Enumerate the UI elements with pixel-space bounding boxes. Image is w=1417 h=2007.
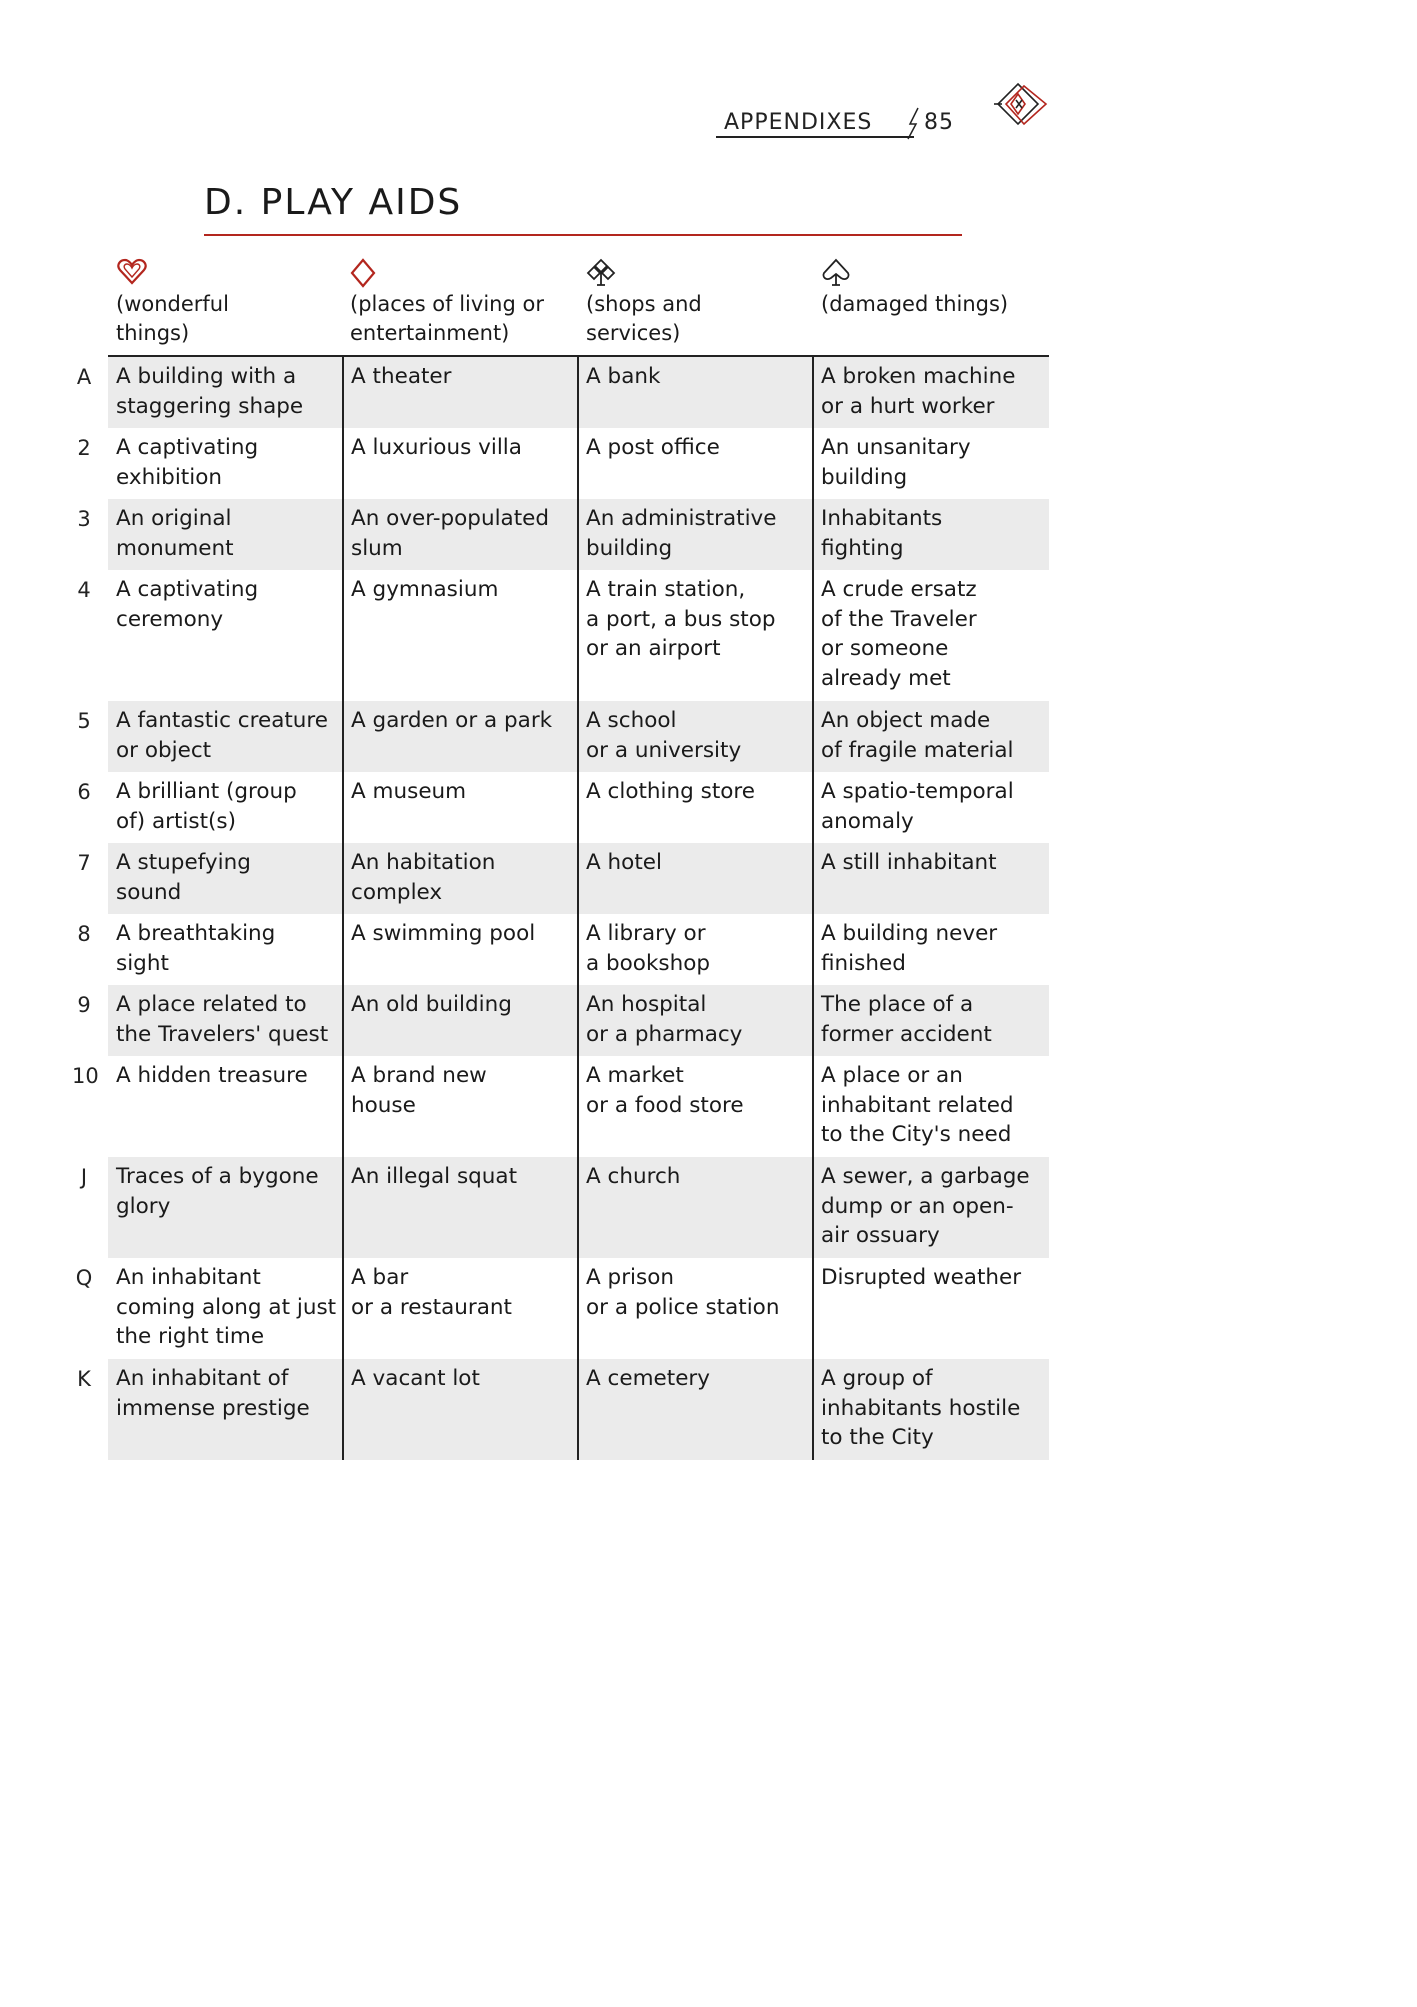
table-cell: A luxurious villa [351, 435, 522, 460]
row-label: 8 [77, 922, 91, 946]
running-head [716, 102, 1016, 142]
table-cell: A broken machine or a hurt worker [821, 364, 1016, 419]
table-cell: A sewer, a garbage dump or an open- air ossuary [821, 1164, 1030, 1248]
row-label: Q [75, 1266, 93, 1290]
table-cell: A building with a staggering shape [116, 364, 304, 419]
spade-outline-icon [821, 258, 851, 288]
table-cell: A place or an inhabitant related to the City's need [821, 1063, 1014, 1147]
table-cell: A vacant lot [351, 1366, 480, 1391]
table-cell: A train station, a port, a bus stop or an airport [586, 577, 776, 661]
table-cell: A spatio-temporal anomaly [821, 779, 1014, 834]
table-cell: A school or a university [586, 708, 742, 763]
table-row [77, 772, 1049, 843]
column-header-damaged [821, 258, 1051, 319]
title-rule [204, 234, 962, 236]
table-row [77, 843, 1049, 914]
table-cell: A breathtaking sight [116, 921, 276, 976]
table-row [77, 1359, 1049, 1460]
table-cell: A brand new house [351, 1063, 487, 1118]
row-label: J [80, 1165, 88, 1189]
slash-divider-icon [906, 106, 920, 140]
table-cell: A post office [586, 435, 720, 460]
table-cell: A swimming pool [351, 921, 536, 946]
section-label: APPENDIXES [724, 110, 873, 135]
table-row [77, 428, 1049, 499]
column-description: (damaged things) [821, 292, 1009, 316]
table-cell: A captivating ceremony [116, 577, 259, 632]
table-cell: An illegal squat [351, 1164, 518, 1189]
table-row [77, 570, 1049, 701]
row-label: 2 [77, 436, 91, 460]
table-cell: A stupefying sound [116, 850, 251, 905]
table-row [77, 701, 1049, 772]
table-cell: Inhabitants fighting [821, 506, 943, 561]
row-label: 5 [77, 709, 91, 733]
page-number: 85 [924, 110, 954, 135]
column-header-shops [586, 258, 816, 348]
table-cell: A bar or a restaurant [351, 1265, 512, 1320]
table-cell: A crude ersatz of the Traveler or someone already met [821, 577, 977, 691]
table-cell: A prison or a police station [586, 1265, 780, 1320]
row-label: 6 [77, 780, 91, 804]
table-row [75, 1258, 1049, 1359]
table-cell: An over-populated slum [351, 506, 550, 561]
table-cell: A fantastic creature or object [116, 708, 329, 763]
table-cell: A cemetery [586, 1366, 710, 1391]
column-description: (places of living or entertainment) [350, 292, 544, 345]
table-cell: An original monument [116, 506, 234, 561]
running-head-rule [716, 136, 914, 138]
table-cell: An inhabitant of immense prestige [116, 1366, 310, 1421]
table-cell: A market or a food store [586, 1063, 744, 1118]
table-cell: A garden or a park [351, 708, 553, 733]
club-outline-icon [586, 258, 616, 288]
row-label: 9 [77, 993, 91, 1017]
table-cell: An inhabitant coming along at just the right time [116, 1265, 337, 1349]
heart-outline-icon [116, 258, 148, 286]
table-cell: A theater [351, 364, 452, 389]
column-description: (wonderful things) [116, 292, 229, 345]
row-label: A [76, 365, 92, 389]
table-cell: A bank [586, 364, 661, 389]
suit-emblem-logo-icon [994, 80, 1052, 132]
table-cell: A museum [351, 779, 467, 804]
table-row [77, 985, 1049, 1056]
table-cell: An administrative building [586, 506, 777, 561]
table-cell: A church [586, 1164, 681, 1189]
row-label: K [77, 1367, 91, 1391]
table-cell: A still inhabitant [821, 850, 997, 875]
table-cell: A group of inhabitants hostile to the City [821, 1366, 1021, 1450]
row-label: 3 [77, 507, 91, 531]
table-cell: A gymnasium [351, 577, 499, 602]
column-header-wonderful [116, 258, 346, 348]
table-row [77, 914, 1049, 985]
table-cell: A library or a bookshop [586, 921, 711, 976]
row-label: 10 [72, 1064, 99, 1088]
row-label: 4 [77, 578, 91, 602]
table-cell: A place related to the Travelers' quest [116, 992, 329, 1047]
row-label: 7 [77, 851, 91, 875]
table-cell: An old building [351, 992, 512, 1017]
table-cell: A brilliant (group of) artist(s) [116, 779, 297, 834]
table-row [77, 499, 1049, 570]
table-cell: A captivating exhibition [116, 435, 259, 490]
table-cell: A hotel [586, 850, 662, 875]
table-cell: Traces of a bygone glory [116, 1164, 319, 1219]
column-description: (shops and services) [586, 292, 702, 345]
table-cell: A hidden treasure [116, 1063, 308, 1088]
table-cell: An hospital or a pharmacy [586, 992, 743, 1047]
column-divider [812, 356, 814, 1460]
table-cell: An object made of fragile material [821, 708, 1014, 763]
table-cell: An habitation complex [351, 850, 496, 905]
column-divider [342, 356, 344, 1460]
table-cell: A building never finished [821, 921, 998, 976]
column-header-places [350, 258, 580, 348]
table-cell: An unsanitary building [821, 435, 971, 490]
table-row [72, 1056, 1049, 1157]
table-row [80, 1157, 1049, 1258]
column-divider [577, 356, 579, 1460]
table-cell: Disrupted weather [821, 1265, 1022, 1290]
table-cell: A clothing store [586, 779, 756, 804]
page-title: D. PLAY AIDS [204, 182, 463, 223]
table-row [76, 357, 1049, 428]
table-cell: The place of a former accident [821, 992, 992, 1047]
diamond-outline-icon [350, 258, 376, 288]
